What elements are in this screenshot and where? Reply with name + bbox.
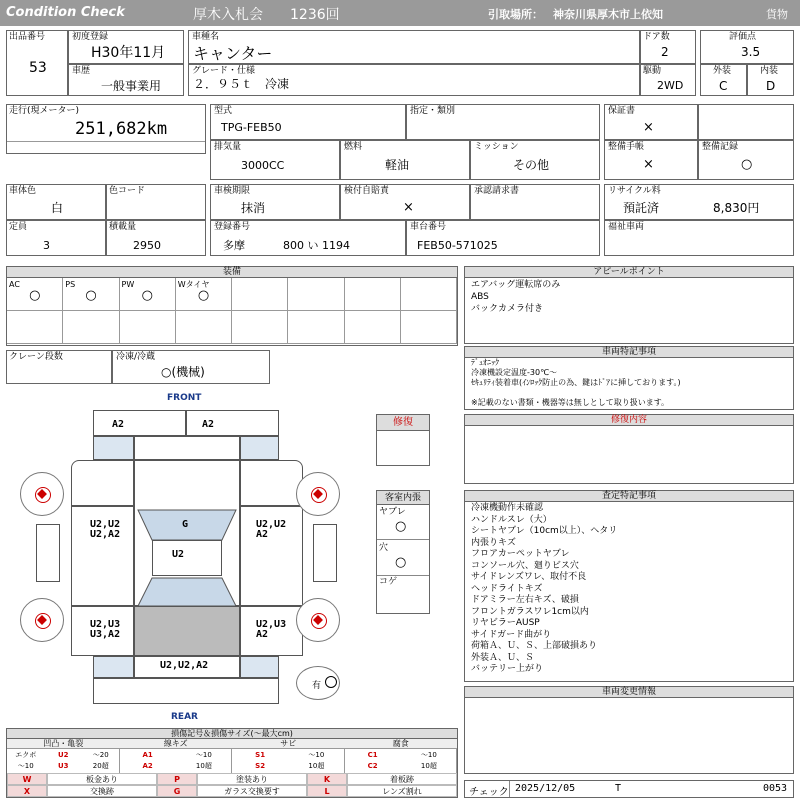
brand: Condition Check: [6, 5, 125, 20]
footer-check: チェック 2025/12/05 T 0053: [464, 780, 794, 798]
spare-label: 有: [312, 681, 322, 691]
first-reg-cell: 初度登録 H30年11月: [68, 30, 184, 64]
spare-icon: [325, 676, 337, 688]
rear-label: REAR: [171, 712, 198, 722]
type-cell: 型式 TPG-FEB50: [210, 104, 406, 140]
warranty-extra-cell: [698, 104, 794, 140]
history-cell: 車歴 一般事業用: [68, 64, 184, 96]
side-mirror-left: [36, 524, 60, 582]
legend-item: 〜10: [17, 762, 34, 770]
legend-group-name: 凹凸・亀裂: [7, 739, 120, 749]
category: 貨物: [766, 8, 788, 21]
interior-cell: 内装 D: [747, 64, 794, 96]
warranty-cell: 保証書 ×: [604, 104, 698, 140]
appeal-line: エアバッグ運転席のみ: [471, 280, 561, 290]
legend-code-value: レンズ割れ: [347, 785, 457, 797]
legend-group-name: 線キズ: [120, 739, 233, 749]
registration-cell: 登録番号 多摩 800 い 1194: [210, 220, 406, 256]
legend-item: 10超: [420, 762, 437, 770]
crane-cell: クレーン段数: [6, 350, 112, 384]
freezer-cell: 冷凍/冷蔵 ○(機械): [112, 350, 270, 384]
legend-code-key: P: [157, 773, 197, 785]
lot-session: 1236回: [290, 7, 340, 23]
damage-right-rear: U2,U3 A2: [256, 619, 287, 640]
recycle-cell: リサイクル料 預託済 8,830円: [604, 184, 794, 220]
cabin-panel: 客室内張 ヤブレ ○ 穴 ○ コゲ: [376, 490, 430, 614]
assess-line: リヤビラーAUSP: [471, 618, 540, 628]
legend-code-value: ガラス交換要す: [197, 785, 307, 797]
welfare-cell: 福祉車両: [604, 220, 794, 256]
legend-item: S1: [255, 751, 266, 759]
appeal-panel: アピールポイント エアバッグ運転席のみ ABS バックカメラ付き: [464, 266, 794, 344]
load-cell: 積載量 2950: [106, 220, 206, 256]
legend-item: 10超: [195, 762, 212, 770]
score-cell: 評価点 3.5: [700, 30, 794, 64]
tire-front-left: [20, 472, 64, 516]
fender-left-front: [71, 460, 134, 506]
assess-line: サイドレンズワレ、取付不良: [471, 572, 587, 582]
legend-group-name: サビ: [232, 739, 345, 749]
equipment-title: 装備: [7, 267, 457, 278]
damage-front-left: A2: [112, 419, 125, 430]
legend-item: A2: [142, 762, 153, 770]
equip-label: AC: [9, 280, 20, 289]
damage-rear-bumper: U2,U2,A2: [160, 660, 209, 671]
repair-box: 修復: [376, 414, 430, 466]
cargo-floor: [134, 606, 240, 656]
damage-glass: G: [182, 519, 189, 530]
legend-code-key: W: [7, 773, 47, 785]
mileage-cell: 走行(現メーター) 251,682km: [6, 104, 206, 154]
pickup-value: 神奈川県厚木市上依知: [553, 8, 663, 21]
assess-line: ハンドルスレ（大）: [471, 514, 552, 525]
displacement-cell: 排気量 3000CC: [210, 140, 340, 180]
equip-label: PS: [65, 280, 76, 289]
assess-line: 冷凍機動作未確認: [471, 503, 544, 513]
mission-cell: ミッション その他: [470, 140, 600, 180]
exterior-cell: 外装 C: [700, 64, 747, 96]
legend-item: 〜10: [308, 751, 325, 759]
equip-mark: ○: [85, 288, 97, 303]
legend-item: C1: [367, 751, 378, 759]
assess-line: 外装Ａ、Ｕ、Ｓ: [471, 652, 535, 663]
equip-label: Wタイヤ: [177, 280, 210, 289]
drive-cell: 駆動 2WD: [640, 64, 696, 96]
legend-code-value: 交換跡: [47, 785, 157, 797]
capacity-cell: 定員 3: [6, 220, 106, 256]
legend-item: エクボ: [15, 751, 37, 759]
legend-code-value: 塗装あり: [197, 773, 307, 785]
lot-cell: 出品番号 53: [6, 30, 68, 96]
legend-item: C2: [367, 762, 378, 770]
legend-item: U2: [57, 751, 69, 759]
legend-item: 20超: [92, 762, 109, 770]
damage-roof: U2: [172, 549, 185, 560]
damage-front-right: A2: [202, 419, 215, 430]
doors-cell: ドア数 2: [640, 30, 696, 64]
special-notes-panel: 車両特記事項 ﾃﾞｭｵﾆｯｸ 冷凍機設定温度-30℃～ ｾｷｭﾘﾃｨ装着車(ｲﾝﾛｯｸ防止の為、鍵はﾄﾞｱに挿しております。) ※記載のない書類・機器等は無しとして取り扱います。: [464, 346, 794, 410]
appeal-line: バックカメラ付き: [471, 304, 544, 314]
maintenance-book-cell: 整備手帳 ×: [604, 140, 698, 180]
pickup-label: 引取場所：: [488, 8, 543, 21]
assess-line: サイドガード曲がり: [471, 629, 552, 640]
roof: [152, 540, 222, 576]
damage-left-rear: U2,U3 U3,A2: [90, 619, 121, 640]
appeal-line: ABS: [471, 292, 489, 302]
legend-code-key: G: [157, 785, 197, 797]
damage-left-front: U2,U2 U2,A2: [90, 519, 121, 540]
legend-group: [345, 739, 458, 773]
repair-content-panel: 修復内容: [464, 414, 794, 484]
color-code-cell: 色コード: [106, 184, 206, 220]
legend-item: 10超: [308, 762, 325, 770]
fuel-cell: 燃料 軽油: [340, 140, 470, 180]
assess-line: コンソール穴、廻りビス穴: [471, 560, 579, 571]
assess-line: 荷箱Ａ、Ｕ、Ｓ、上部破損あり: [471, 641, 598, 651]
equip-label: PW: [121, 280, 135, 289]
legend-code-value: 板金あり: [47, 773, 157, 785]
equip-mark: ○: [141, 288, 153, 303]
legend-group: [120, 739, 233, 773]
model-cell: 車種名 キャンター: [188, 30, 640, 64]
assess-line: 内張りキズ: [471, 537, 516, 548]
front-bumper-left: [93, 410, 186, 436]
legend-group-name: 腐食: [345, 739, 458, 749]
legend-item: 〜10: [195, 751, 212, 759]
assess-line: フロアカーペットヤブレ: [471, 549, 570, 559]
legend-item: A1: [142, 751, 153, 759]
legend-item: 〜10: [420, 751, 437, 759]
legend-item: 〜20: [92, 751, 109, 759]
tire-front-right: [296, 472, 340, 516]
legend-code-key: X: [7, 785, 47, 797]
equip-mark: ○: [29, 288, 41, 303]
equip-mark: ○: [197, 288, 210, 303]
fender-right-front: [240, 460, 303, 506]
assess-line: ヘッドライトキズ: [471, 583, 543, 594]
maintenance-record-cell: 整備記録 ○: [698, 140, 794, 180]
legend-code-value: 着板跡: [347, 773, 457, 785]
inspection-cell: 車検期限 抹消: [210, 184, 340, 220]
body-color-cell: 車体色 白: [6, 184, 106, 220]
legend-group: [232, 739, 345, 773]
legend-item: U3: [57, 762, 69, 770]
assess-line: ドアミラー左右キズ、破損: [471, 595, 579, 605]
auction-name: 厚木入札会: [193, 7, 263, 23]
grade-cell: グレード・仕様 ２．９５ｔ 冷凍: [188, 64, 640, 96]
chassis-cell: 車台番号 FEB50-571025: [406, 220, 600, 256]
assessment-panel: 査定特記事項 冷凍機動作未確認 ハンドルスレ（大） シートヤブレ（10cm以上）、ヘタリ 内張りキズ フロアカーペットヤブレ コンソール穴、廻りビス穴 サイドレンズワレ、取付不良 ヘッドライトキズ ドアミラー左右キズ、破損 フロントガラスワレ1cm以内 リヤビラーAUSP サイドガード曲がり 荷箱Ａ、Ｕ、Ｓ、上部破損あり 外装Ａ、Ｕ、Ｓ バッテリー上がり: [464, 490, 794, 682]
legend-panel: 損傷記号＆損傷サイズ(〜最大cm) 凹凸・亀裂 エクボ U2 〜20 〜10 U3 20超 線キズ A1 〜10 A2 10超 サビ S1 〜10 S2 10超 腐食 C1 〜10 C2 10超 W 板金あり P 塗装あり K 着板跡 X 交換跡 G ガラス交換要す L レンズ割れ: [6, 728, 458, 798]
legend-item: S2: [255, 762, 266, 770]
damage-right-front: U2,U2 A2: [256, 519, 287, 540]
legend-group: [7, 739, 120, 773]
side-mirror-right: [313, 524, 337, 582]
tire-rear-right: [296, 598, 340, 642]
front-label: FRONT: [167, 393, 202, 403]
lot-number: 53: [29, 60, 47, 76]
approval-cell: 承認請求書: [470, 184, 600, 220]
legend-code-key: L: [307, 785, 347, 797]
acceptance-cell: 検付自賠責 ×: [340, 184, 470, 220]
assess-line: シートヤブレ（10cm以上）、ヘタリ: [471, 526, 618, 536]
legend-code-key: K: [307, 773, 347, 785]
front-bumper-right: [186, 410, 279, 436]
mileage: 251,682km: [75, 119, 168, 139]
change-info-panel: 車両変更情報: [464, 686, 794, 774]
tire-rear-left: [20, 598, 64, 642]
assess-line: バッテリー上がり: [471, 664, 544, 674]
assess-line: フロントガラスワレ1cm以内: [471, 606, 589, 617]
designation-cell: 指定・類別: [406, 104, 600, 140]
